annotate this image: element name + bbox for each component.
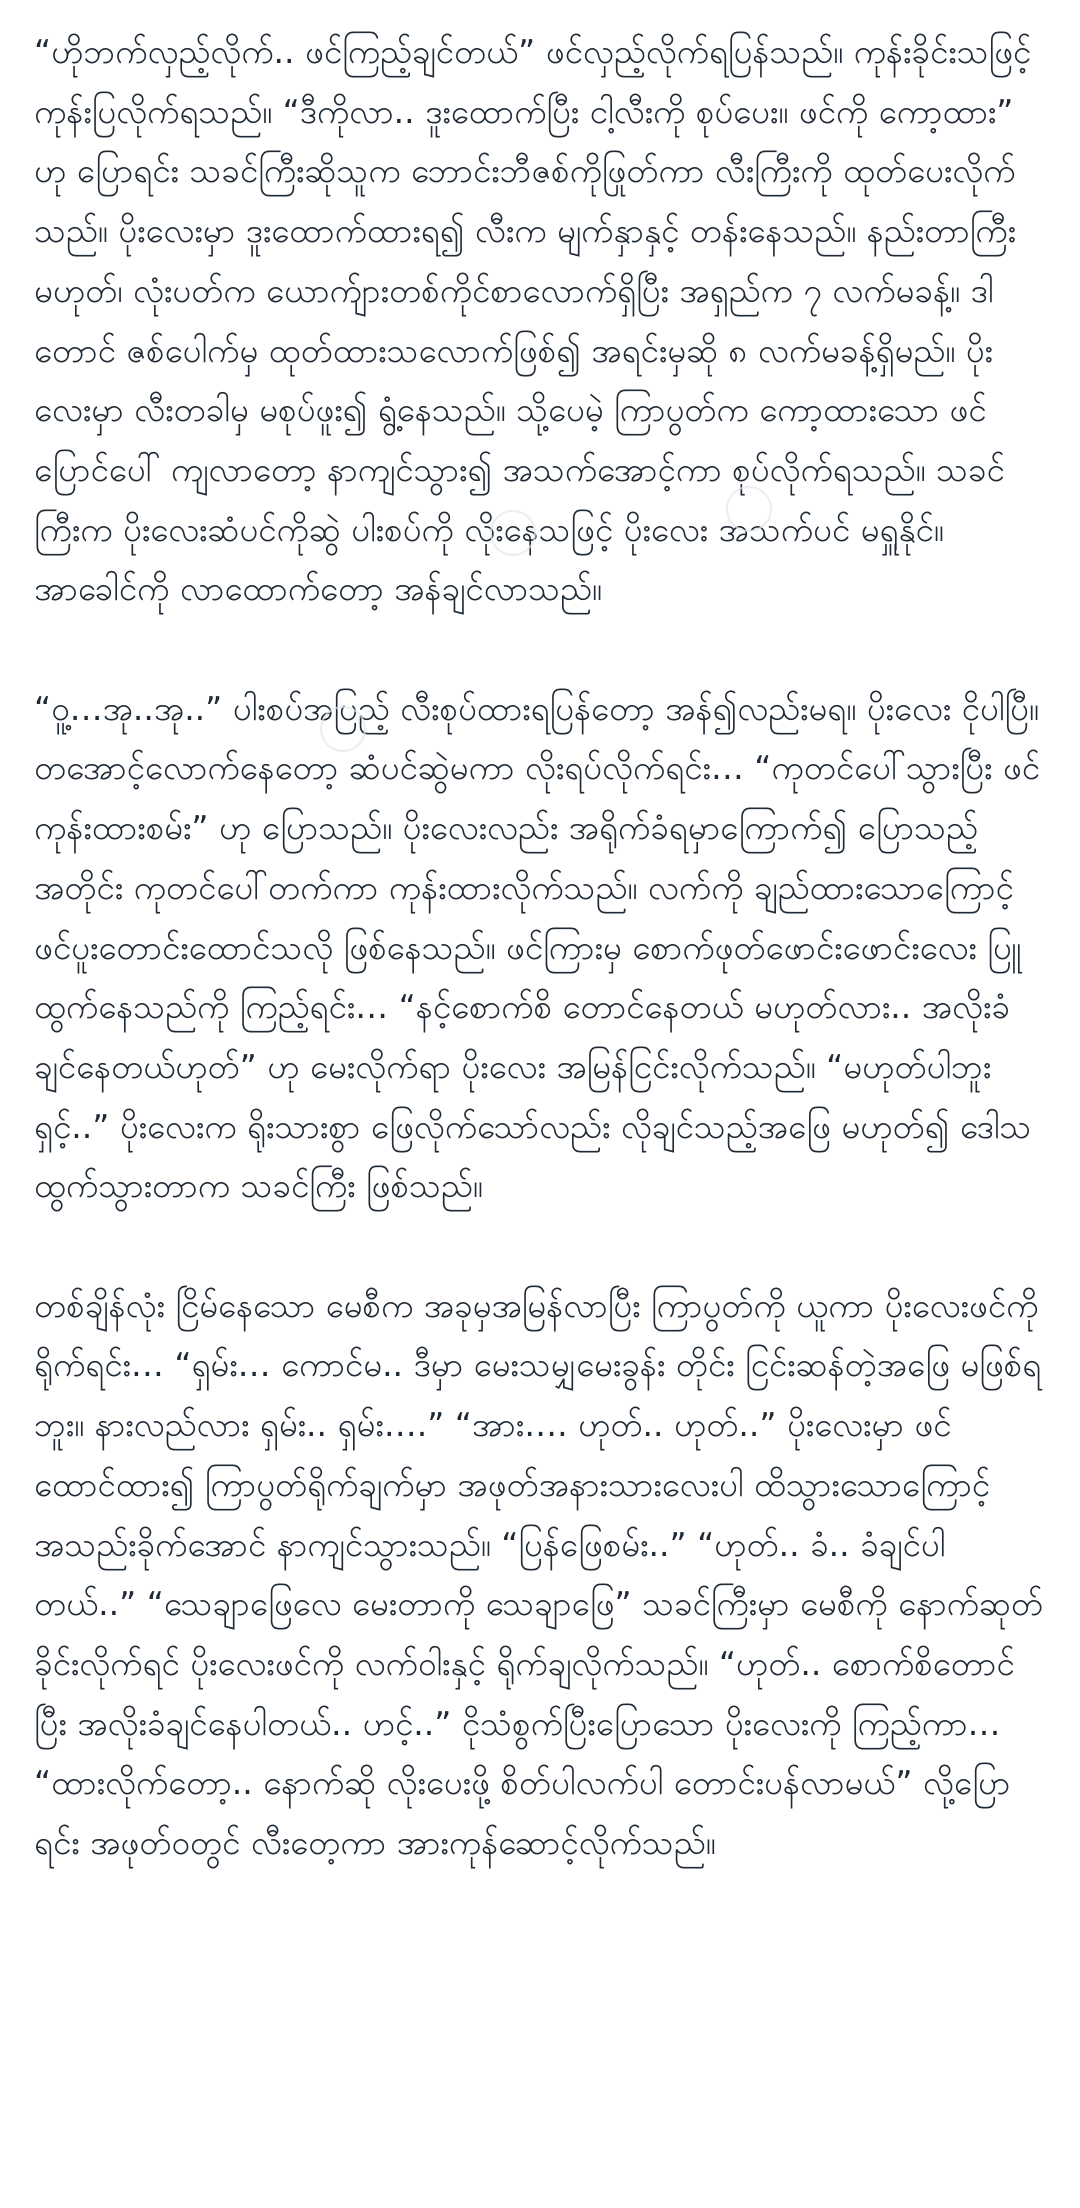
paragraph-1: “ဟိုဘက်လှည့်လိုက်.. ဖင်ကြည့်ချင်တယ်” ဖင်လှည့်လိုက်ရပြန်သည်။ ကုန်းခိုင်းသဖြင့် ကုန်းပြလိုက်ရသည်။ “ဒီကိုလာ.. ဒူးထောက်ပြီး ငါ့လီးကို စုပ်ပေး။ ဖင်ကို ကော့ထား” ဟု ပြောရင်း သခင်ကြီးဆိုသူက ဘောင်းဘီဇစ်ကိုဖြုတ်ကာ လီးကြီးကို ထုတ်ပေးလိုက်သည်။ ပိုးလေးမှာ ဒူးထောက်ထားရ၍ လီးက မျက်နှာနှင့် တန်းနေသည်။ နည်းတာကြီး မဟုတ်၊ လုံးပတ်က ယောက်ျားတစ်ကိုင်စာလောက်ရှိပြီး အရှည်က ၇ လက်မခန့်။ ဒါတောင် ဇစ်ပေါက်မှ ထုတ်ထားသလောက်ဖြစ်၍ အရင်းမှဆို ၈ လက်မခန့်ရှိမည်။ ပိုးလေးမှာ လီးတခါမှ မစုပ်ဖူး၍ ရွံ့နေသည်။ သို့ပေမဲ့ ကြာပွတ်က ကော့ထားသော ဖင်ပြောင်ပေါ် ကျလာတော့ နာကျင်သွား၍ အသက်အောင့်ကာ စုပ်လိုက်ရသည်။ သခင်ကြီးက ပိုးလေးဆံပင်ကိုဆွဲ ပါးစပ်ကို လိုးနေသဖြင့် ပိုးလေး အသက်ပင် မရှူနိုင်။ အာခေါင်ကို လာထောက်တော့ အန်ချင်လာသည်။	[34, 32, 1032, 609]
paragraph-2: “ဝူ့…အု..အု..” ပါးစပ်အပြည့် လီးစုပ်ထားရပြန်တော့ အန်၍လည်းမရ။ ပိုးလေး ငိုပါပြီ။ တအောင့်လောက်နေတော့ ဆံပင်ဆွဲမကာ လိုးရပ်လိုက်ရင်း… “ကုတင်ပေါ်သွားပြီး ဖင်ကုန်းထားစမ်း” ဟု ပြောသည်။ ပိုးလေးလည်း အရိုက်ခံရမှာကြောက်၍ ပြောသည့်အတိုင်း ကုတင်ပေါ်တက်ကာ ကုန်းထားလိုက်သည်။ လက်ကို ချည်ထားသောကြောင့် ဖင်ပူးတောင်းထောင်သလို ဖြစ်နေသည်။ ဖင်ကြားမှ စောက်ဖုတ်ဖောင်းဖောင်းလေး ပြူထွက်နေသည်ကို ကြည့်ရင်း… “နင့်စောက်စိ တောင်နေတယ် မဟုတ်လား.. အလိုးခံချင်နေတယ်ဟုတ်” ဟု မေးလိုက်ရာ ပိုးလေး အမြန်ငြင်းလိုက်သည်။ “မဟုတ်ပါဘူးရှင့်..” ပိုးလေးက ရိုးသားစွာ ဖြေလိုက်သော်လည်း လိုချင်သည့်အဖြေ မဟုတ်၍ ဒေါသထွက်သွားတာက သခင်ကြီး ဖြစ်သည်။	[34, 688, 1041, 1206]
paragraph-gap	[34, 1216, 1046, 1276]
watermark-ring	[726, 486, 772, 532]
paragraph-3: တစ်ချိန်လုံး ငြိမ်နေသော မေစီက အခုမှအမြန်လာပြီး ကြာပွတ်ကို ယူကာ ပိုးလေးဖင်ကို ရိုက်ရင်း… “ရှမ်း… ကောင်မ.. ဒီမှာ မေးသမျှမေးခွန်း တိုင်း ငြင်းဆန်တဲ့အဖြေ မဖြစ်ရဘူး။ နားလည်လား ရှမ်း.. ရှမ်း….” “အား…. ဟုတ်.. ဟုတ်..” ပိုးလေးမှာ ဖင်ထောင်ထား၍ ကြာပွတ်ရိုက်ချက်မှာ အဖုတ်အနားသားလေးပါ ထိသွားသောကြောင့် အသည်းခိုက်အောင် နာကျင်သွားသည်။ “ပြန်ဖြေစမ်း..” “ဟုတ်.. ခံ.. ခံချင်ပါတယ်..” “သေချာဖြေလေ မေးတာကို သေချာဖြေ” သခင်ကြီးမှာ မေစီကို နောက်ဆုတ်ခိုင်းလိုက်ရင် ပိုးလေးဖင်ကို လက်ဝါးနှင့် ရိုက်ချလိုက်သည်။ “ဟုတ်.. စောက်စိတောင်ပြီး အလိုးခံချင်နေပါတယ်.. ဟင့်..” ငိုသံစွက်ပြီးပြောသော ပိုးလေးကို ကြည့်ကာ… “ထားလိုက်တော့.. နောက်ဆို လိုးပေးဖို့ စိတ်ပါလက်ပါ တောင်းပန်လာမယ်” လို့ပြောရင်း အဖုတ်ဝတွင် လီးတေ့ကာ အားကုန်ဆောင့်လိုက်သည်။	[34, 1285, 1043, 1863]
watermark-ring	[490, 510, 536, 556]
paragraph-gap	[34, 619, 1046, 679]
watermark-ring	[320, 706, 366, 752]
